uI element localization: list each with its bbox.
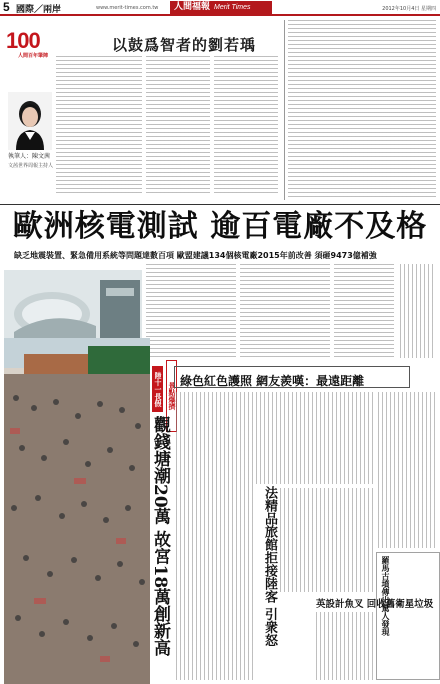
hotel-body <box>280 488 374 592</box>
author-byline: 執筆人：陳文茜 <box>8 153 51 160</box>
reactor-photo <box>4 270 142 346</box>
section-divider <box>0 204 440 205</box>
holiday-headline: 觀錢塘潮20萬 故宮18萬創新高 <box>150 416 170 657</box>
crowd-photo <box>4 338 150 684</box>
column-divider <box>284 20 285 200</box>
site-url[interactable]: www.merit-times.com.tw <box>96 5 159 11</box>
opinion-body-col2 <box>146 56 210 196</box>
newspaper-logo <box>170 1 272 14</box>
badge-caption: 人間百年筆陣 <box>18 53 49 59</box>
author-photo <box>8 92 52 150</box>
author-position: 文茜世界周報主持人 <box>8 163 54 169</box>
satellite-headline: 英設計魚叉 回收舊衛星垃圾 <box>316 599 434 610</box>
green-body <box>256 392 374 484</box>
right-column-body <box>378 392 436 548</box>
logo-text: 人間福報 <box>174 2 211 12</box>
lead-body-col3 <box>334 264 394 358</box>
masthead <box>0 0 440 16</box>
opinion-body-col3 <box>214 56 278 196</box>
hotel-headline: 法精品旅館拒接陸客 引衆怒 <box>262 486 277 647</box>
issue-date: 2012年10月4日 星期四 <box>382 6 436 12</box>
lead-body-col4 <box>400 264 436 358</box>
badge-number: 100 <box>6 28 40 53</box>
section-name: 國際／兩岸 <box>16 5 62 15</box>
lead-headline: 歐洲核電測試 逾百電廠不及格 <box>12 209 428 244</box>
logo-en: Merit Times <box>214 4 251 11</box>
opinion-body-col4 <box>288 20 436 200</box>
lead-body-col2 <box>240 264 330 358</box>
lead-body-col1 <box>146 264 236 358</box>
page-number: 5 <box>3 0 10 14</box>
holiday-body-col2 <box>212 392 254 680</box>
holiday-subtag: 景點爆擠 <box>166 360 177 432</box>
side-story-headline: 羅馬古墳傳出驚人發現 <box>381 556 390 636</box>
opinion-body-col1 <box>56 56 142 196</box>
lead-subhead: 缺乏地震裝置、緊急備用系統等問題達數百項 歐盟建議134個核電廠2015年前改善 須砸9473億補強 <box>14 251 377 260</box>
green-headline: 綠色紅色護照 網友羨嘆：最遠距離 <box>180 374 365 388</box>
holiday-body-col1 <box>176 392 210 680</box>
holiday-tag: 陸十一長假 <box>152 366 163 412</box>
satellite-body <box>316 612 374 680</box>
opinion-title: 以鼓爲智者的劉若瑀 <box>112 36 257 54</box>
